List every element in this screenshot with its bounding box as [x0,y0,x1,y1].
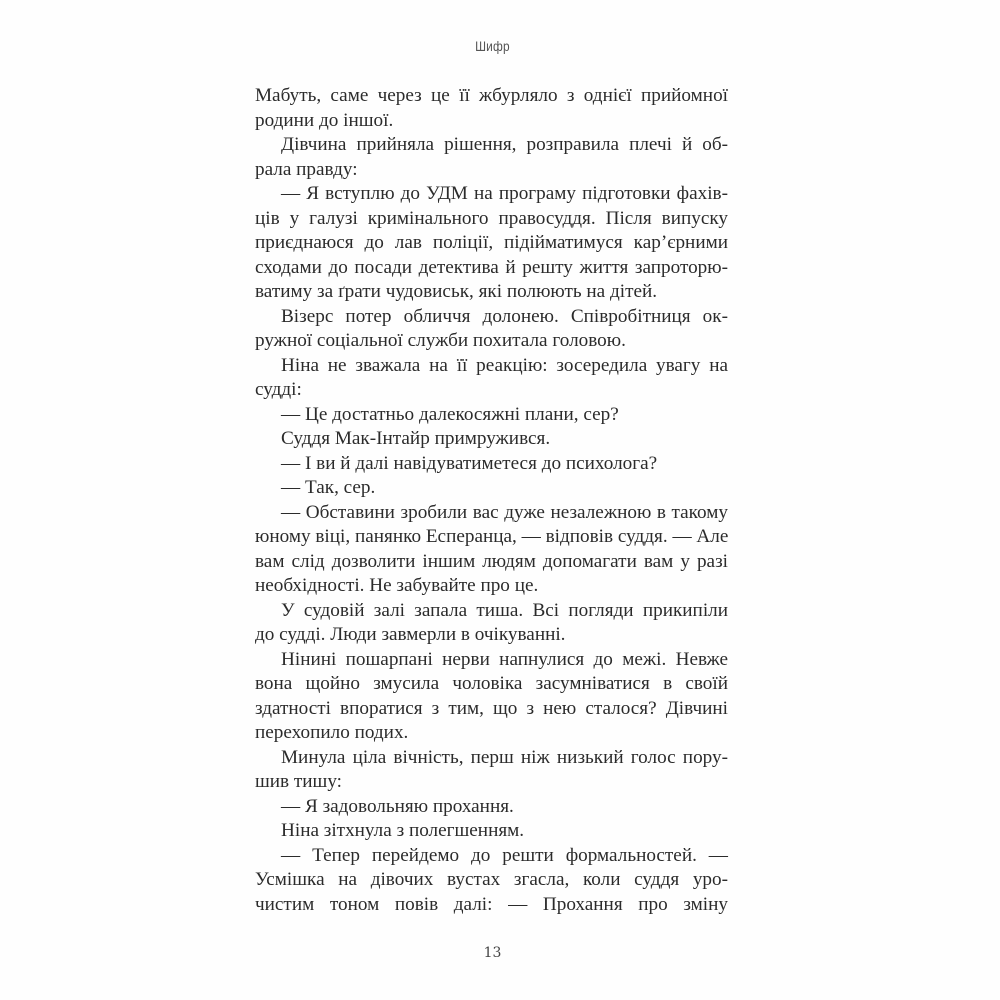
text-line: сходами до посади детектива й решту життя запроторю- [255,256,728,278]
running-head: Шифр [475,38,510,54]
text-line: — Я задовольняю прохання. [281,795,514,817]
text-line: — Обставини зробили вас дуже незалежною в такому [281,501,728,523]
text-line: ватиму за ґрати чудовиськ, які полюють на дітей. [255,281,658,302]
text-line: — Так, сер. [281,477,376,498]
text-line: юному віці, панянко Есперанца, — відповів суддя. — Але [255,526,729,547]
text-line: судді: [255,379,302,400]
text-line: Візерс потер обличчя долонею. Співробітниця ок- [281,305,728,327]
text-line: Мабуть, саме через це її жбурляло з однієї прийомної [255,85,728,106]
text-line: перехопило подих. [255,722,409,743]
body-text [255,84,728,917]
text-line: рала правду: [255,158,358,180]
text-line: чистим тоном повів далі: — Прохання про зміну [255,893,728,915]
text-line: У судовій залі запала тиша. Всі погляди прикипіли [281,599,728,621]
text-line: — Це достатньо далекосяжні плани, сер? [281,403,619,425]
text-line: — Я вступлю до УДМ на програму підготовки фахів- [281,183,728,204]
text-line: ружної соціальної служби похитала головою. [255,330,626,351]
text-line: здатності впоратися з тим, що з нею сталося? Дівчині [255,697,728,719]
text-line: вам слід дозволити іншим людям допомагати вам у разі [255,550,728,572]
text-line: Дівчина прийняла рішення, розправила плечі й об- [281,134,728,155]
text-line: Ніна не зважала на її реакцію: зосередила увагу на [281,354,728,376]
text-line: — І ви й далі навідуватиметеся до психолога? [281,452,658,474]
text-line: Суддя Мак-Інтайр примружився. [281,428,551,449]
text-line: Усмішка на дівочих вустах згасла, коли суддя уро- [255,869,728,890]
text-line: приєднаюся до лав поліції, підійматимуся кар’єрними [255,232,728,253]
text-line: до судді. Люди завмерли в очікуванні. [255,624,566,645]
text-line: необхідності. Не забувайте про це. [255,575,539,596]
text-line: шив тишу: [255,771,342,792]
page-number: 13 [483,945,502,961]
text-line: Минула ціла вічність, перш ніж низький голос пору- [281,746,728,768]
text-line: — Тепер перейдемо до решти формальностей. — [281,844,728,866]
text-line: ців у галузі кримінального правосуддя. Після випуску [255,207,728,229]
text-line: Нінині пошарпані нерви напнулися до межі. Невже [281,648,728,670]
text-line: вона щойно змусила чоловіка засумніватися в своїй [255,673,728,694]
text-line: родини до іншої. [255,109,394,131]
text-line: Ніна зітхнула з полегшенням. [281,820,525,841]
